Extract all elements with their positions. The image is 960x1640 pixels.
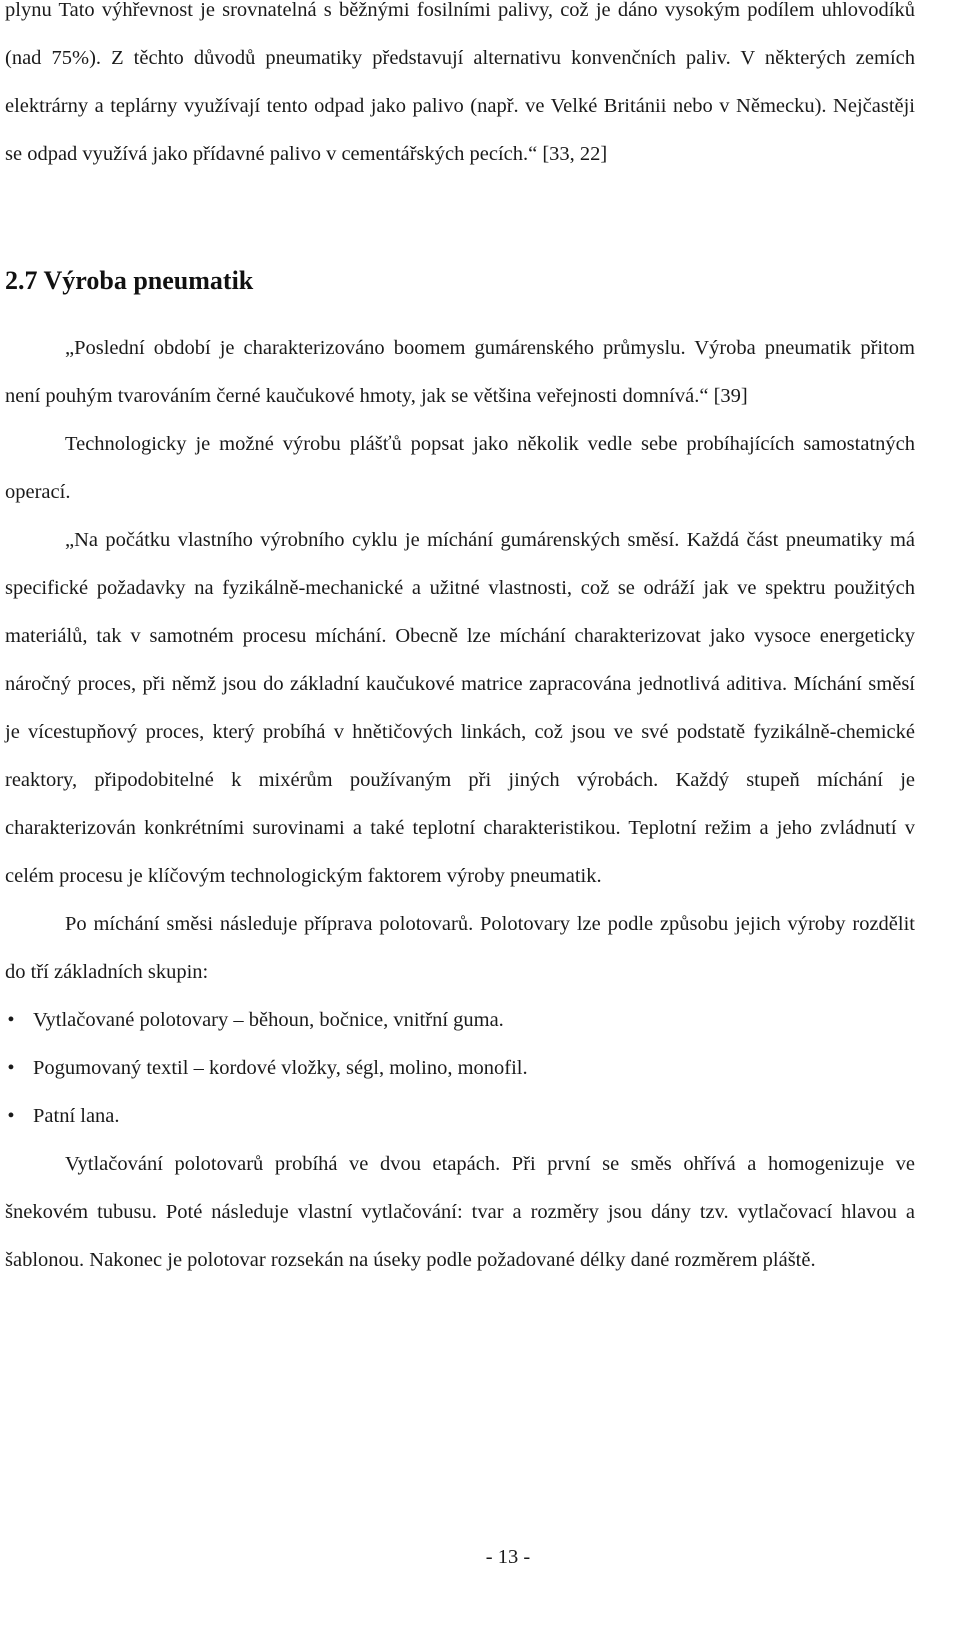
closing-paragraph: Vytlačování polotovarů probíhá ve dvou etapách. Při první se směs ohřívá a homogenizuje ve šnekovém tubusu. Poté následuje vlastní vytlačování: tvar a rozměry jsou dány tzv. vytlačovací hlavou a šablonou. Nakonec je polotovar rozsekán na úseky podle požadované délky dané rozměrem pláště. bbox=[5, 1153, 915, 1271]
bullet-item bbox=[5, 1044, 915, 1092]
intro-paragraph: plynu Tato výhřevnost je srovnatelná s běžnými fosilními palivy, což je dáno vysokým podílem uhlovodíků (nad 75%). Z těchto důvodů pneumatiky představují alternativu konvenčních paliv. V některých zemích elektrárny a teplárny využívají tento odpad jako palivo (např. ve Velké Británii nebo v Německu). Nejčastěji se odpad využívá jako přídavné palivo v cementářských pecích.“ [33, 22] bbox=[5, 0, 915, 165]
bullet-text: Pogumovaný textil – kordové vložky, ségl, molino, monofil. bbox=[33, 1057, 528, 1079]
intro-block bbox=[5, 0, 915, 178]
bullet-list bbox=[5, 996, 915, 1140]
section-paragraph-1: „Poslední období je charakterizováno boomem gumárenského průmyslu. Výroba pneumatik přitom není pouhým tvarováním černé kaučukové hmoty, jak se většina veřejnosti domnívá.“ [39] bbox=[5, 337, 915, 407]
section-body bbox=[5, 324, 915, 1284]
section-heading-wrap bbox=[5, 264, 253, 298]
bullet-text: Vytlačované polotovary – běhoun, bočnice, vnitřní guma. bbox=[33, 1009, 504, 1031]
bullet-item bbox=[5, 1092, 915, 1140]
section-paragraph-4: Po míchání směsi následuje příprava polotovarů. Polotovary lze podle způsobu jejich výroby rozdělit do tří základních skupin: bbox=[5, 913, 915, 983]
bullet-text: Patní lana. bbox=[33, 1105, 120, 1127]
bullet-item bbox=[5, 996, 915, 1044]
page-number bbox=[0, 1542, 960, 1572]
section-paragraph-2: Technologicky je možné výrobu plášťů popsat jako několik vedle sebe probíhajících samostatných operací. bbox=[5, 433, 915, 503]
bullet-icon: • bbox=[7, 1009, 15, 1031]
section-heading: 2.7 Výroba pneumatik bbox=[5, 266, 254, 295]
bullet-icon: • bbox=[7, 1057, 15, 1079]
page-number-text: - 13 - bbox=[485, 1546, 531, 1568]
bullet-icon: • bbox=[7, 1105, 15, 1127]
section-paragraph-3: „Na počátku vlastního výrobního cyklu je míchání gumárenských směsí. Každá část pneumatiky má specifické požadavky na fyzikálně-mechanické a užitné vlastnosti, což se odráží jak ve spektru použitých materiálů, tak v samotném procesu míchání. Obecně lze míchání charakterizovat jako vysoce energeticky náročný proces, při němž jsou do základní kaučukové matrice zapracována jednotlivá aditiva. Míchání směsí je vícestupňový proces, který probíhá v hnětičových linkách, což jsou ve své podstatě fyzikálně-chemické reaktory, připodobitelné k mixérům používaným při jiných výrobách. Každý stupeň míchání je charakterizován konkrétními surovinami a také teplotní charakteristikou. Teplotní režim a jeho zvládnutí v celém procesu je klíčovým technologickým faktorem výroby pneumatik. bbox=[5, 529, 915, 887]
